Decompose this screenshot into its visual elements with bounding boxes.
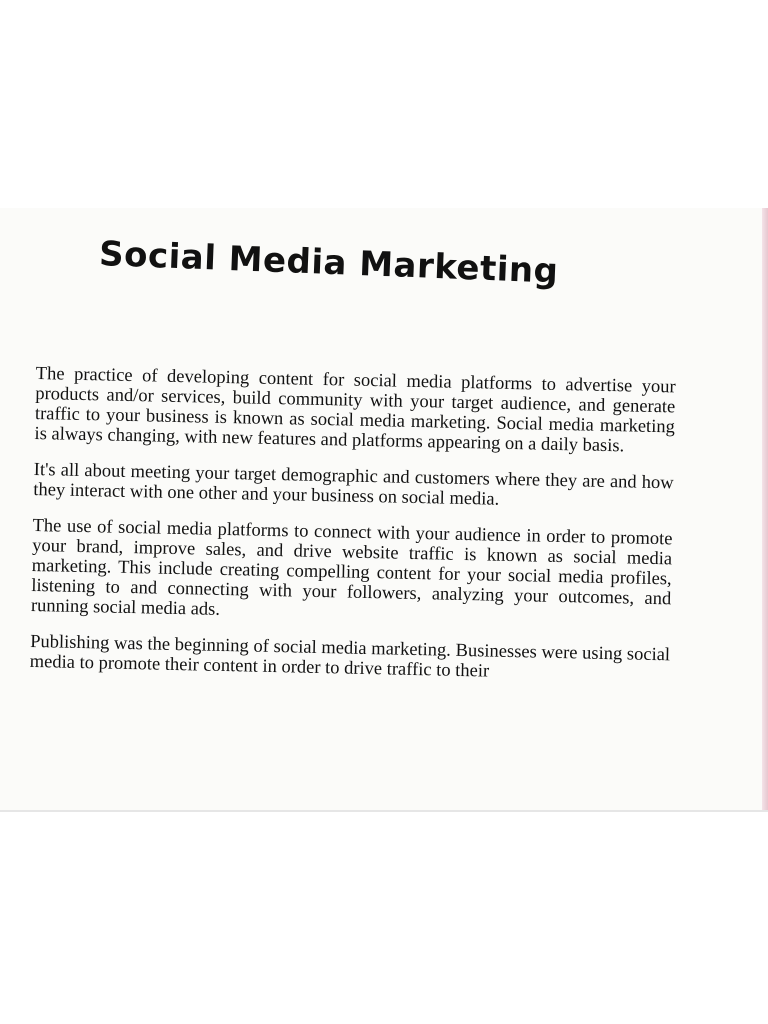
page-bottom-edge xyxy=(0,810,768,812)
paragraph-3: The use of social media platforms to connect with your audience in order to promote your brand, improve sales, and drive website traffic is known as social media marketing. This include creating compelling content for your social media profiles, listening to and connecting with your followers, analyzing your outcomes, and running social media ads. xyxy=(30,515,673,620)
scanned-page xyxy=(0,208,768,812)
paragraph-2: It's all about meeting your target demographic and customers where they are and how they interact with one other and your business on social media. xyxy=(33,459,674,510)
paragraph-1: The practice of developing content for social media platforms to advertise your products and/or services, build community with your target audience, and generate traffic to your business is known as social media marketing. Social media marketing is always changing, with new features and platforms appearing on a daily basis. xyxy=(34,364,676,457)
paragraph-4: Publishing was the beginning of social media marketing. Businesses were using social media to promote their content in order to drive traffic to their xyxy=(29,631,671,682)
page-title: Social Media Marketing xyxy=(98,234,560,292)
page-edge xyxy=(762,208,768,812)
body-text xyxy=(29,364,676,701)
